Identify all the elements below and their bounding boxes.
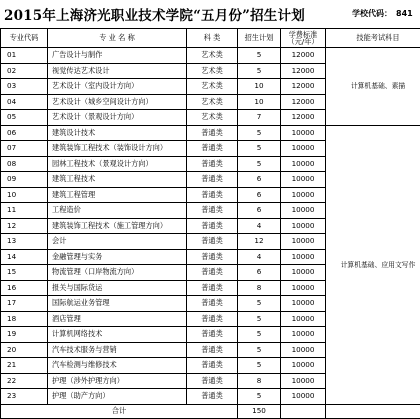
cell-fee: 10000 — [281, 125, 326, 141]
cell-name: 汽车技术服务与营销 — [48, 342, 187, 358]
cell-plan: 5 — [238, 141, 281, 157]
total-fee-empty — [281, 404, 326, 418]
cell-type: 普通类 — [187, 218, 238, 234]
header-name: 专 业 名 称 — [48, 29, 187, 48]
cell-name: 护理（助产方向） — [48, 389, 187, 405]
table-header-row — [1, 29, 420, 48]
cell-name: 园林工程技术（景观设计方向） — [48, 156, 187, 172]
total-plan: 150 — [238, 404, 281, 418]
page-title: 2015年上海济光职业技术学院“五月份”招生计划 — [4, 4, 305, 24]
header-fee-line1: 学费标准 — [289, 30, 318, 39]
cell-type: 普通类 — [187, 234, 238, 250]
cell-plan: 6 — [238, 172, 281, 188]
cell-name: 护理（涉外护理方向） — [48, 373, 187, 389]
cell-fee: 10000 — [281, 280, 326, 296]
cell-name: 建筑设计技术 — [48, 125, 187, 141]
cell-name: 报关与国际货运 — [48, 280, 187, 296]
cell-fee: 10000 — [281, 156, 326, 172]
cell-plan: 5 — [238, 296, 281, 312]
cell-type: 普通类 — [187, 203, 238, 219]
cell-fee: 12000 — [281, 48, 326, 64]
header-code: 专业代码 — [1, 29, 48, 48]
school-code — [352, 8, 413, 19]
cell-code: 09 — [1, 172, 48, 188]
table-row — [1, 48, 420, 64]
cell-type: 艺术类 — [187, 79, 238, 95]
cell-fee: 10000 — [281, 234, 326, 250]
cell-type: 艺术类 — [187, 94, 238, 110]
cell-fee: 10000 — [281, 389, 326, 405]
cell-name: 会计 — [48, 234, 187, 250]
header-plan: 招生计划 — [238, 29, 281, 48]
cell-type: 普通类 — [187, 342, 238, 358]
cell-fee: 10000 — [281, 141, 326, 157]
cell-fee: 12000 — [281, 63, 326, 79]
cell-fee: 10000 — [281, 358, 326, 374]
cell-name: 广告设计与制作 — [48, 48, 187, 64]
cell-type: 普通类 — [187, 311, 238, 327]
cell-fee: 10000 — [281, 342, 326, 358]
total-label: 合计 — [1, 404, 238, 418]
cell-code: 10 — [1, 187, 48, 203]
cell-code: 22 — [1, 373, 48, 389]
cell-code: 13 — [1, 234, 48, 250]
cell-plan: 5 — [238, 389, 281, 405]
cell-type: 普通类 — [187, 125, 238, 141]
cell-name: 酒店管理 — [48, 311, 187, 327]
cell-plan: 8 — [238, 280, 281, 296]
cell-code: 06 — [1, 125, 48, 141]
cell-code: 02 — [1, 63, 48, 79]
cell-code: 11 — [1, 203, 48, 219]
cell-plan: 4 — [238, 249, 281, 265]
cell-name: 工程造价 — [48, 203, 187, 219]
cell-fee: 10000 — [281, 373, 326, 389]
cell-type: 普通类 — [187, 389, 238, 405]
cell-code: 12 — [1, 218, 48, 234]
cell-type: 普通类 — [187, 172, 238, 188]
cell-plan: 5 — [238, 311, 281, 327]
cell-plan: 6 — [238, 187, 281, 203]
cell-name: 艺术设计（室内设计方向） — [48, 79, 187, 95]
cell-type: 普通类 — [187, 141, 238, 157]
cell-type: 普通类 — [187, 296, 238, 312]
cell-type: 普通类 — [187, 249, 238, 265]
header-type: 科 类 — [187, 29, 238, 48]
cell-plan: 6 — [238, 265, 281, 281]
cell-fee: 12000 — [281, 94, 326, 110]
cell-name: 建筑装饰工程技术（装饰设计方向） — [48, 141, 187, 157]
cert-general: 计算机基础、应用文写作 — [326, 125, 420, 404]
cell-fee: 10000 — [281, 172, 326, 188]
cell-name: 建筑工程技术 — [48, 172, 187, 188]
cell-code: 19 — [1, 327, 48, 343]
cell-code: 21 — [1, 358, 48, 374]
cell-fee: 10000 — [281, 187, 326, 203]
cell-code: 08 — [1, 156, 48, 172]
cell-code: 17 — [1, 296, 48, 312]
header-fee — [281, 29, 326, 48]
total-cert-empty — [326, 404, 420, 418]
total-row — [1, 404, 420, 418]
page-header — [0, 0, 420, 28]
cell-plan: 10 — [238, 94, 281, 110]
cell-plan: 12 — [238, 234, 281, 250]
cell-name: 金融管理与实务 — [48, 249, 187, 265]
cell-type: 普通类 — [187, 280, 238, 296]
cell-code: 16 — [1, 280, 48, 296]
cell-name: 视觉传达艺术设计 — [48, 63, 187, 79]
cell-plan: 5 — [238, 156, 281, 172]
cell-type: 普通类 — [187, 373, 238, 389]
cell-fee: 10000 — [281, 249, 326, 265]
cell-type: 艺术类 — [187, 110, 238, 126]
cell-name: 建筑装饰工程技术（施工管理方向） — [48, 218, 187, 234]
cell-plan: 6 — [238, 203, 281, 219]
cell-plan: 5 — [238, 327, 281, 343]
school-code-value: 841 — [396, 9, 413, 18]
header-cert: 技能考试科目 — [326, 29, 420, 48]
cell-name: 建筑工程管理 — [48, 187, 187, 203]
cell-code: 15 — [1, 265, 48, 281]
cell-plan: 5 — [238, 342, 281, 358]
cell-type: 普通类 — [187, 187, 238, 203]
cell-code: 04 — [1, 94, 48, 110]
cell-code: 18 — [1, 311, 48, 327]
cell-type: 普通类 — [187, 265, 238, 281]
cell-type: 艺术类 — [187, 48, 238, 64]
table-row — [1, 125, 420, 141]
cell-type: 艺术类 — [187, 63, 238, 79]
cell-plan: 5 — [238, 125, 281, 141]
cell-name: 计算机网络技术 — [48, 327, 187, 343]
cell-plan: 5 — [238, 48, 281, 64]
cell-fee: 10000 — [281, 296, 326, 312]
cell-code: 23 — [1, 389, 48, 405]
cell-name: 汽车检测与维修技术 — [48, 358, 187, 374]
cell-plan: 7 — [238, 110, 281, 126]
cell-type: 普通类 — [187, 327, 238, 343]
header-fee-line2: （元/年） — [287, 37, 318, 46]
cell-plan: 5 — [238, 358, 281, 374]
cell-plan: 8 — [238, 373, 281, 389]
cell-fee: 10000 — [281, 203, 326, 219]
cell-name: 物流管理（口岸物流方向） — [48, 265, 187, 281]
cell-code: 14 — [1, 249, 48, 265]
cert-arts: 计算机基础、素描 — [326, 48, 420, 126]
enrollment-table — [0, 28, 420, 419]
cell-fee: 10000 — [281, 311, 326, 327]
cell-fee: 10000 — [281, 327, 326, 343]
cell-type: 普通类 — [187, 156, 238, 172]
cell-name: 艺术设计（景观设计方向） — [48, 110, 187, 126]
cell-code: 03 — [1, 79, 48, 95]
cell-fee: 12000 — [281, 79, 326, 95]
cell-plan: 10 — [238, 79, 281, 95]
cell-name: 国际航运业务管理 — [48, 296, 187, 312]
cell-plan: 5 — [238, 63, 281, 79]
cell-fee: 10000 — [281, 265, 326, 281]
cell-fee: 12000 — [281, 110, 326, 126]
table-body — [1, 48, 420, 419]
cell-code: 07 — [1, 141, 48, 157]
cell-name: 艺术设计（城乡空间设计方向） — [48, 94, 187, 110]
cell-plan: 4 — [238, 218, 281, 234]
cell-fee: 10000 — [281, 218, 326, 234]
cell-type: 普通类 — [187, 358, 238, 374]
cell-code: 05 — [1, 110, 48, 126]
cell-code: 20 — [1, 342, 48, 358]
school-code-label: 学校代码： — [352, 9, 392, 18]
cell-code: 01 — [1, 48, 48, 64]
